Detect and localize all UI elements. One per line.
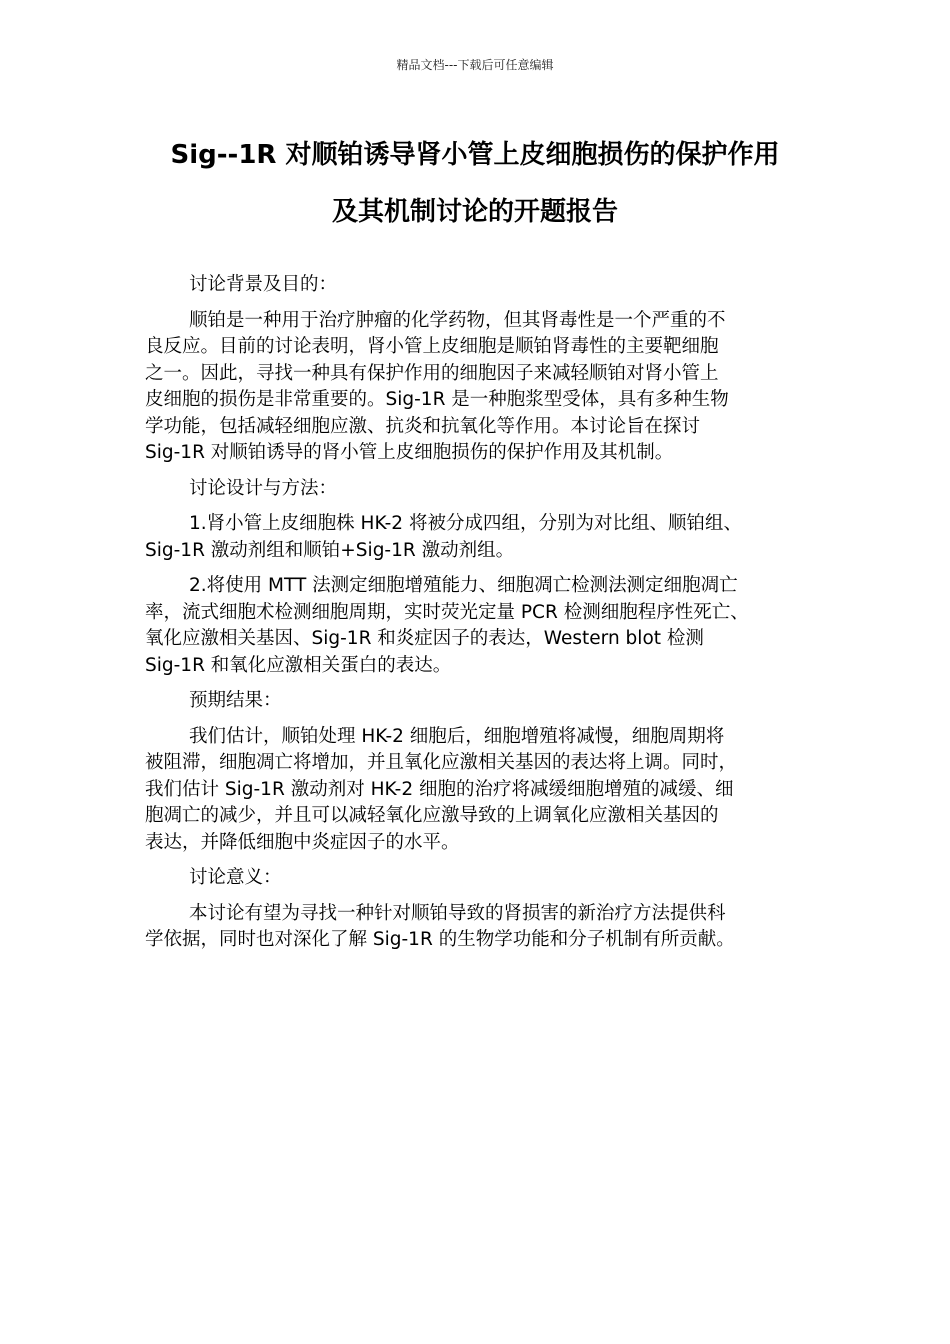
section-heading-methods: 讨论设计与方法： [189, 477, 338, 499]
paragraph-expected-results: 我们估计，顺铂处理 HK-2 细胞后，细胞增殖将减慢，细胞周期将 被阻滞，细胞凋亡将增加，并且氧化应激相关基因的表达将上调。同时， 我们估计 Sig-1R 激动剂对 HK-2 细胞的治疗将减缓细胞增殖的减缓、细 胞凋亡的减少，并且可以减轻氧化应激导致的上调氧化应激相关基因的 表达，并降低细胞中炎症因子的水平。 [145, 725, 738, 853]
paragraph-method-2: 2.将使用 MTT 法测定细胞增殖能力、细胞凋亡检测法测定细胞凋亡 率，流式细胞术检测细胞周期，实时荧光定量 PCR 检测细胞程序性死亡、 氧化应激相关基因、Sig-1R 和炎症因子的表达，Western blot 检测 Sig-1R 和氧化应激相关蛋白的表达。 [145, 575, 749, 676]
paragraph-background: 顺铂是一种用于治疗肿瘤的化学药物，但其肾毒性是一个严重的不 良反应。目前的讨论表明，肾小管上皮细胞是顺铂肾毒性的主要靶细胞 之一。因此，寻找一种具有保护作用的细胞因子来减轻顺铂对肾小管上 皮细胞的损伤是非常重要的。Sig-1R 是一种胞浆型受体，具有多种生物 学功能，包括减轻细胞应激、抗炎和抗氧化等作用。本讨论旨在探讨 Sig-1R 对顺铂诱导的肾小管上皮细胞损伤的保护作用及其机制。 [145, 309, 729, 463]
document-body [145, 272, 817, 963]
section-heading-background: 讨论背景及目的： [189, 274, 338, 295]
page-header: 精品文档---下载后可任意编辑 [396, 58, 554, 72]
document-title-line-2: 及其机制讨论的开题报告 [331, 197, 618, 227]
section-heading-significance: 讨论意义： [189, 867, 282, 888]
section-heading-expected-results: 预期结果： [189, 690, 282, 711]
document-title-line-1: Sig--1R 对顺铂诱导肾小管上皮细胞损伤的保护作用 [170, 140, 780, 170]
paragraph-significance: 本讨论有望为寻找一种针对顺铂导致的肾损害的新治疗方法提供科 学依据，同时也对深化了解 Sig-1R 的生物学功能和分子机制有所贡献。 [145, 902, 735, 950]
paragraph-method-1: 1.肾小管上皮细胞株 HK-2 将被分成四组，分别为对比组、顺铂组、 Sig-1R 激动剂组和顺铂+Sig-1R 激动剂组。 [145, 513, 742, 561]
